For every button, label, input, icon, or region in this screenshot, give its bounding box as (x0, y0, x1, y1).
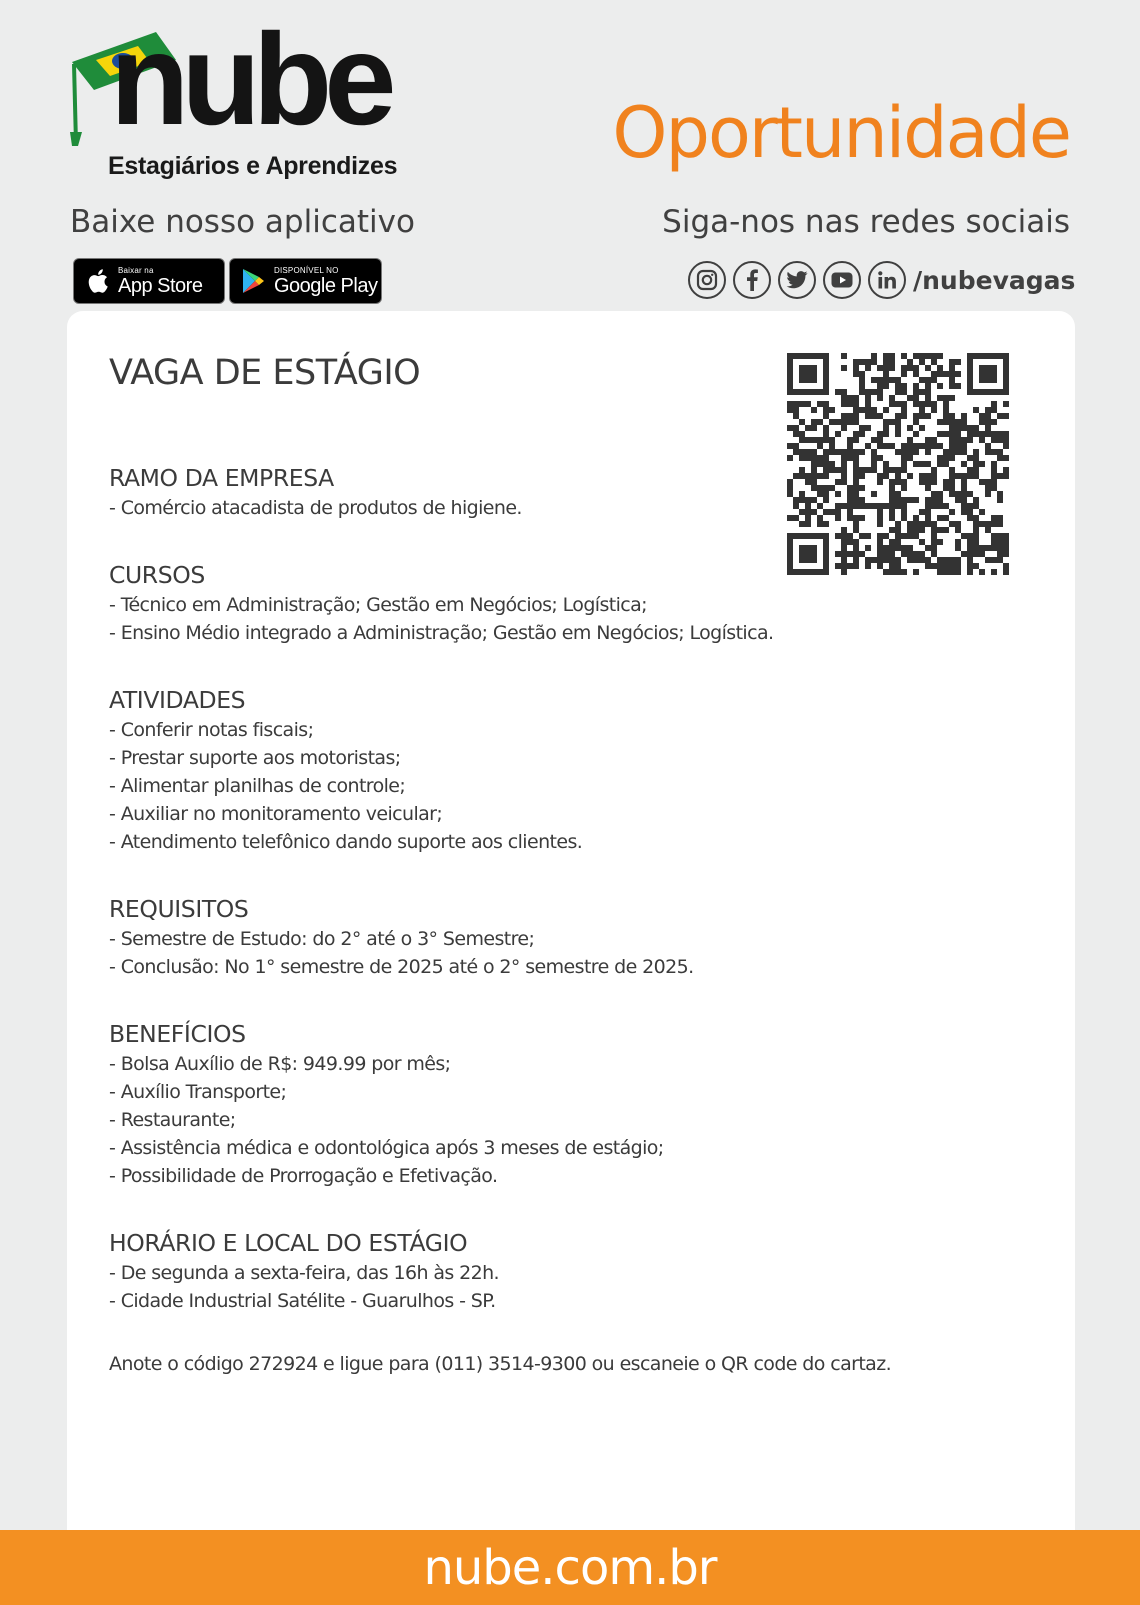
section-line: - Comércio atacadista de produtos de higiene. (109, 497, 522, 519)
section (109, 1228, 1009, 1315)
section-line: - Assistência médica e odontológica após 3 meses de estágio; (109, 1137, 664, 1159)
section-line: - Bolsa Auxílio de R$: 949.99 por mês; (109, 1053, 451, 1075)
section (109, 894, 1009, 981)
section-line: - Auxiliar no monitoramento veicular; (109, 803, 443, 825)
section (109, 685, 1009, 856)
footer-bar (0, 1530, 1140, 1605)
job-title: VAGA DE ESTÁGIO (109, 353, 421, 393)
app-store-small-label: Baixar na (118, 265, 154, 275)
contact-note: Anote o código 272924 e ligue para (011) 3514-9300 ou escaneie o QR code do cartaz. (109, 1353, 892, 1375)
section-line: - Prestar suporte aos motoristas; (109, 747, 401, 769)
section-line: - Restaurante; (109, 1109, 236, 1131)
section-line: - Cidade Industrial Satélite - Guarulhos - SP. (109, 1290, 496, 1312)
section-line: - Técnico em Administração; Gestão em Negócios; Logística; (109, 594, 647, 616)
twitter-icon[interactable] (778, 261, 816, 299)
section-line: - De segunda a sexta-feira, das 16h às 22h. (109, 1262, 499, 1284)
app-store-badge[interactable] (73, 258, 225, 304)
social-handle: /nubevagas (913, 265, 1076, 295)
job-details (109, 463, 1009, 1375)
google-play-badge[interactable] (229, 258, 382, 304)
section-line: - Auxílio Transporte; (109, 1081, 287, 1103)
section-line: - Possibilidade de Prorrogação e Efetivação. (109, 1165, 498, 1187)
footer-url[interactable]: nube.com.br (423, 1539, 717, 1596)
app-store-label: App Store (118, 274, 203, 297)
social-links (688, 261, 1075, 299)
social-caption: Siga-nos nas redes sociais (662, 204, 1070, 240)
youtube-icon[interactable] (823, 261, 861, 299)
section-line: - Conclusão: No 1° semestre de 2025 até o 2° semestre de 2025. (109, 956, 694, 978)
brand-name: nube (110, 6, 389, 152)
section-line: - Semestre de Estudo: do 2° até o 3° Semestre; (109, 928, 535, 950)
section-title: RAMO DA EMPRESA (109, 464, 334, 492)
section-title: CURSOS (109, 561, 205, 589)
section-title: ATIVIDADES (109, 686, 246, 714)
instagram-icon[interactable] (688, 261, 726, 299)
google-play-icon (236, 267, 270, 295)
brand-tagline: Estagiários e Aprendizes (108, 152, 398, 180)
section-line: - Conferir notas fiscais; (109, 719, 314, 741)
facebook-icon[interactable] (733, 261, 771, 299)
qr-finder-pattern (790, 356, 826, 392)
section (109, 560, 1009, 647)
section-line: - Ensino Médio integrado a Administração; Gestão em Negócios; Logística. (109, 622, 774, 644)
section (109, 1019, 1009, 1190)
nube-logo[interactable] (68, 6, 428, 188)
job-card (67, 311, 1075, 1551)
section (109, 463, 1009, 522)
apple-icon (80, 267, 114, 295)
section-line: - Atendimento telefônico dando suporte aos clientes. (109, 831, 583, 853)
qr-finder-pattern (970, 356, 1006, 392)
headline: Oportunidade (612, 92, 1070, 174)
section-title: HORÁRIO E LOCAL DO ESTÁGIO (109, 1229, 468, 1257)
section-title: BENEFÍCIOS (109, 1020, 246, 1048)
section-line: - Alimentar planilhas de controle; (109, 775, 406, 797)
google-play-label: Google Play (274, 274, 378, 297)
app-caption: Baixe nosso aplicativo (70, 204, 415, 240)
section-title: REQUISITOS (109, 895, 249, 923)
google-play-small-label: DISPONÍVEL NO (274, 265, 339, 275)
linkedin-icon[interactable] (868, 261, 906, 299)
